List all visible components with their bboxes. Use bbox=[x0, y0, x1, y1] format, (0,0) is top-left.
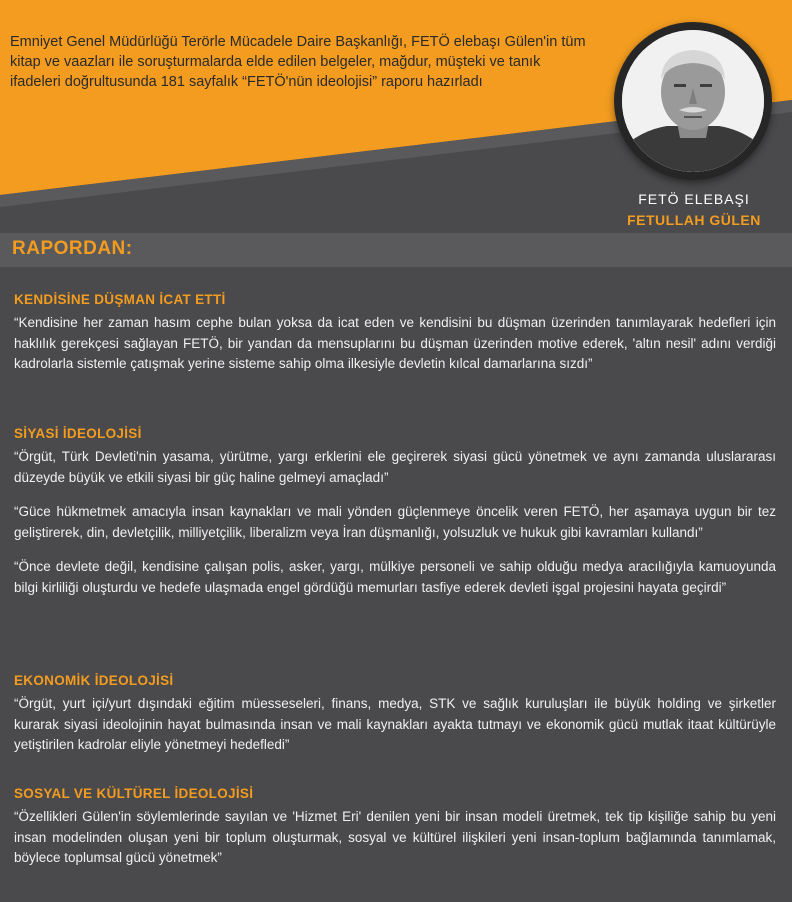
section-paragraph: “Özellikleri Gülen'in söylemlerinde sayılan ve 'Hizmet Eri' denilen yeni bir insan modeli üretmek, tek tip kişiliğe sahip bu yeni insan modelinden oluşan yeni bir toplum oluşturmak, sosyal ve kültürel ilişkileri yeni insan-toplum bağlamında tanımlamak, böylece toplumsal gücü yönetmek” bbox=[14, 809, 776, 865]
intro-text: Emniyet Genel Müdürlüğü Terörle Mücadele Daire Başkanlığı, FETÖ elebaşı Gülen'in tüm kitap ve vaazları ile soruşturmalarda elde edilen belgeler, mağdur, müşteki ve tanık ifadeleri doğrultusunda 181 sayfalık “FETÖ'nün ideolojisi” raporu hazırladı bbox=[10, 34, 586, 90]
section-title: EKONOMİK İDEOLOJİSİ bbox=[14, 673, 174, 688]
section-paragraph: “Örgüt, Türk Devleti'nin yasama, yürütme, yargı erklerini ele geçirerek siyasi gücü yönetmek ve aynı zamanda uluslararası düzeyde büyük ve etkili siyasi bir güç haline gelmeyi amaçladı” bbox=[14, 449, 776, 485]
section-paragraph: “Güce hükmetmek amacıyla insan kaynakları ve mali yönden güçlenmeye öncelik veren FETÖ, her aşamaya uygun bir tez geliştirerek, din, devletçilik, milliyetçilik, liberalizm veya İran düşmanlığı, yolsuzluk ve hukuk gibi kavramları kullandı” bbox=[14, 504, 776, 540]
section-title: SİYASİ İDEOLOJİSİ bbox=[14, 426, 142, 441]
section-paragraph: “Örgüt, yurt içi/yurt dışındaki eğitim müesseseleri, finans, medya, STK ve sağlık kuruluşları ile büyük holding ve şirketler kurarak siyasi ideolojinin hayat bulmasında insan ve mali kaynakları ayakta tutmayı ve ekonomik gücü mutlak itaat kültürüyle yetiştirilen kadrolar eliyle yönetmeyi hedefledi” bbox=[14, 696, 776, 752]
section-enemy bbox=[14, 292, 776, 389]
section-title: SOSYAL VE KÜLTÜREL İDEOLOJİSİ bbox=[14, 786, 254, 801]
portrait-caption-title: FETÖ ELEBAŞI bbox=[638, 191, 750, 207]
section-economic bbox=[14, 673, 776, 770]
section-political bbox=[14, 426, 776, 612]
report-heading: RAPORDAN: bbox=[12, 238, 133, 259]
portrait-frame bbox=[614, 22, 772, 180]
portrait-photo bbox=[622, 30, 764, 172]
section-social-cultural bbox=[14, 786, 776, 883]
section-paragraph: “Önce devlete değil, kendisine çalışan polis, asker, yargı, mülkiye personeli ve sahip olduğu medya aracılığıyla kamuoyunda bilgi kirliliği oluşturdu ve hedefe ulaşmada engel gördüğü memurları tasfiye ederek devleti işgal projesini hayata geçirdi” bbox=[14, 559, 776, 595]
section-paragraph: “Kendisine her zaman hasım cephe bulan yoksa da icat eden ve kendisini bu düşman üzerinden tanımlayarak hedefleri için haklılık gerekçesi sağlayan FETÖ, bir yandan da mensuplarını bu düşman üzerinden motive ederek, 'altın nesil' adını verdiği kadrolarla sistemle çatışmak yerine sisteme sahip olma ilkesiyle devletin kılcal damarlarına sızdı” bbox=[14, 315, 776, 371]
section-title: KENDİSİNE DÜŞMAN İCAT ETTİ bbox=[14, 292, 226, 307]
portrait-caption-name: FETULLAH GÜLEN bbox=[627, 212, 761, 228]
